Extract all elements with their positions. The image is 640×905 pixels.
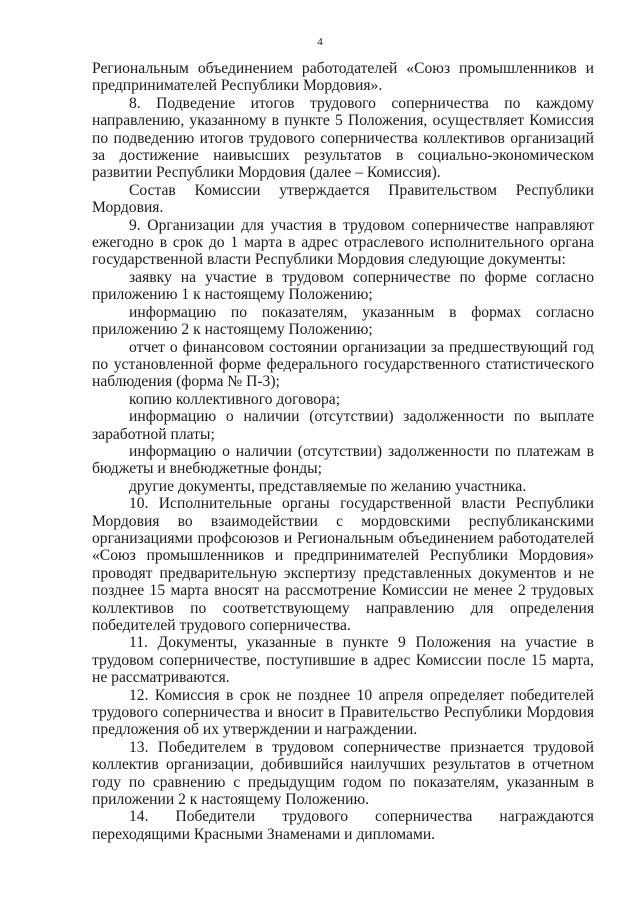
list-item: отчет о финансовом состоянии организации за предшествующий год по установленной форме федерального государственного статистического наблюдения (форма № П-3); <box>92 338 594 391</box>
paragraph: 11. Документы, указанные в пункте 9 Положения на участие в трудовом соперничестве, поступившие в адрес Комиссии после 15 марта, не рассматриваются. <box>92 634 594 687</box>
page-number: 4 <box>317 36 323 48</box>
paragraph: 9. Организации для участия в трудовом соперничестве направляют ежегодно в срок до 1 марта в адрес отраслевого исполнительного органа государственной власти Республики Мордовия следующие документы: <box>92 216 594 269</box>
paragraph: Состав Комиссии утверждается Правительством Республики Мордовия. <box>92 181 594 217</box>
list-item: информацию о наличии (отсутствии) задолженности по выплате заработной платы; <box>92 408 594 443</box>
list-item: копию коллективного договора; <box>129 390 341 408</box>
document-body <box>92 60 594 843</box>
paragraph: 10. Исполнительные органы государственной власти Республики Мордовия во взаимодействии с мордовскими республиканскими организациями профсоюзов и Региональным объединением работодателей «Союз промышленников и предпринимателей Республики Мордовия» проводят предварительную экспертизу представленных документов и не позднее 15 марта вносят на рассмотрение Комиссии не менее 2 трудовых коллективов по соответствующему направлению для определения победителей трудового соперничества. <box>92 495 594 634</box>
paragraph: 8. Подведение итогов трудового соперничества по каждому направлению, указанному в пункте 5 Положения, осуществляет Комиссия по подведению итогов трудового соперничества коллективов организаций за достижение наивысших результатов в социально-экономическом развитии Республики Мордовия (далее – Комиссия). <box>92 94 594 182</box>
paragraph: Региональным объединением работодателей «Союз промышленников и предпринимателей Республики Мордовия». <box>92 60 594 95</box>
paragraph: 14. Победители трудового соперничества награждаются переходящими Красными Знаменами и дипломами. <box>92 808 594 843</box>
paragraph: 12. Комиссия в срок не позднее 10 апреля определяет победителей трудового соперничества и вносит в Правительство Республики Мордовия предложения об их утверждении и награждении. <box>92 686 594 739</box>
list-item: информацию о наличии (отсутствии) задолженности по платежам в бюджеты и внебюджетные фонды; <box>92 442 594 478</box>
paragraph: 13. Победителем в трудовом соперничестве признается трудовой коллектив организации, добившийся наилучших результатов в отчетном году по сравнению с предыдущим годом по показателям, указанным в приложении 2 к настоящему Положению. <box>92 738 594 809</box>
list-item: заявку на участие в трудовом соперничестве по форме согласно приложению 1 к настоящему Положению; <box>92 268 594 304</box>
list-item: другие документы, представляемые по желанию участника. <box>129 477 527 495</box>
list-item: информацию по показателям, указанным в формах согласно приложению 2 к настоящему Положению; <box>92 303 594 339</box>
